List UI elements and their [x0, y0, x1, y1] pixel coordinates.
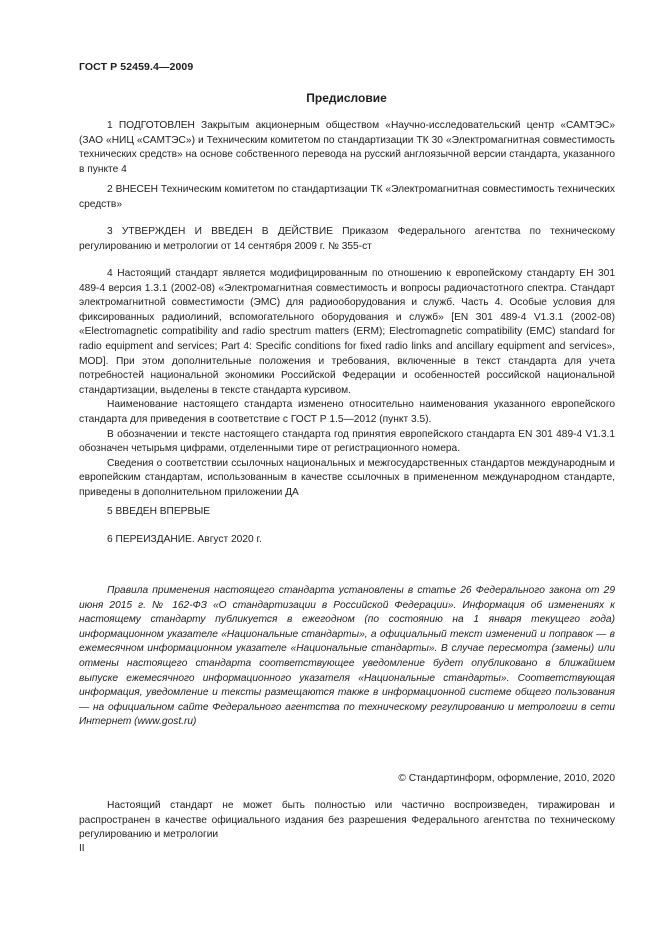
item-6 — [79, 533, 615, 548]
application-rules-notice — [79, 584, 615, 730]
foreword-title — [0, 91, 661, 105]
item-5-text: 5 ВВЕДЕН ВПЕРВЫЕ — [107, 506, 211, 517]
item-4 — [79, 267, 615, 501]
item-2 — [79, 183, 615, 212]
application-rules-text: Правила применения настоящего стандарта установлены в статье 26 Федерального закона от 29 июня 2015 г. № 162-ФЗ «О стандартизации в Российской Федерации». Информация об изменениях к настоящему стандарту публикуется в ежегодном (по состоянию на 1 января текущего года) информационном указателе «Национальные стандарты», а официальный текст изменений и поправок — в ежемесячном информационном указателе «Национальные стандарты». В случае пересмотра (замены) или отмены настоящего стандарта соответствующее уведомление будет опубликовано в ближайшем выпуске ежемесячного информационного указателя «Национальные стандарты». Соответствующая информация, уведомление и тексты размещаются также в информационной системе общего пользования — на официальном сайте Федерального агентства по техническому регулированию и метрологии в сети Интернет (www.gost.ru) — [79, 585, 615, 728]
item-3 — [79, 225, 615, 254]
item-4-references-text: Сведения о соответствии ссылочных национальных и межгосударственных стандартов международным и европейским стандартам, использованным в качестве ссылочных в примененном международном стандарте, приведены в дополнительном приложении ДА — [79, 457, 615, 498]
foreword-title-text: Предисловие — [306, 91, 387, 105]
item-5 — [79, 505, 615, 520]
standard-code-header: ГОСТ Р 52459.4—2009 — [79, 61, 194, 73]
item-4-name-change-text: Наименование настоящего стандарта изменено относительно наименования указанного европейского стандарта для приведения в соответствие с ГОСТ Р 1.5—2012 (пункт 3.5). — [79, 399, 615, 425]
item-4-main-text: 4 Настоящий стандарт является модифицированным по отношению к европейскому стандарту ЕН 301 489-4 версия 1.3.1 (2002-08) «Электромагнитная совместимость и вопросы радиочастотного спектра. Стандарт электромагнитной совместимости (ЭМС) для радиооборудования и служб. Часть 4. Особые условия для фиксированных радиолиний, вспомогательного оборудования и служб» [EN 301 489-4 V1.3.1 (2002-08) «Electromagnetic compatibility and radio spectrum matters (ERM); Electromagnetic compatibility (EMC) standard for radio equipment and services; Part 4: Specific conditions for fixed radio links and ancillary equipment and services», MOD]. При этом дополнительные положения и требования, включенные в текст стандарта для учета потребностей национальной экономики Российской Федерации и особенностей российской национальной стандартизации, выделены в тексте стандарта курсивом. — [79, 268, 615, 396]
item-3-text: 3 УТВЕРЖДЕН И ВВЕДЕН В ДЕЙСТВИЕ Приказом Федерального агентства по техническому регулированию и метрологии от 14 сентября 2009 г. № 355-ст — [79, 226, 615, 252]
item-1 — [79, 119, 615, 177]
item-6-text: 6 ПЕРЕИЗДАНИЕ. Август 2020 г. — [107, 534, 262, 545]
item-4-designation-text: В обозначении и тексте настоящего стандарта год принятия европейского стандарта EN 301 489-4 V1.3.1 обозначен четырьмя цифрами, отделенными тире от регистрационного номера. — [79, 428, 615, 455]
item-1-text: 1 ПОДГОТОВЛЕН Закрытым акционерным обществом «Научно-исследовательский центр «САМТЭС» (ЗАО «НИЦ «САМТЭС») и Техническим комитетом по стандартизации ТК 30 «Электромагнитная совместимость технических средств» на основе собственного перевода на русский англоязычной версии стандарта, указанного в пункте 4 — [79, 120, 615, 175]
reproduction-notice — [79, 799, 615, 843]
reproduction-notice-text: Настоящий стандарт не может быть полностью или частично воспроизведен, тиражирован и распространен в качестве официального издания без разрешения Федерального агентства по техническому регулированию и метрологии — [79, 800, 615, 841]
page-number: II — [79, 843, 85, 854]
item-2-text: 2 ВНЕСЕН Техническим комитетом по стандартизации ТК «Электромагнитная совместимость технических средств» — [79, 184, 615, 210]
copyright-line: © Стандартинформ, оформление, 2010, 2020 — [398, 773, 615, 784]
